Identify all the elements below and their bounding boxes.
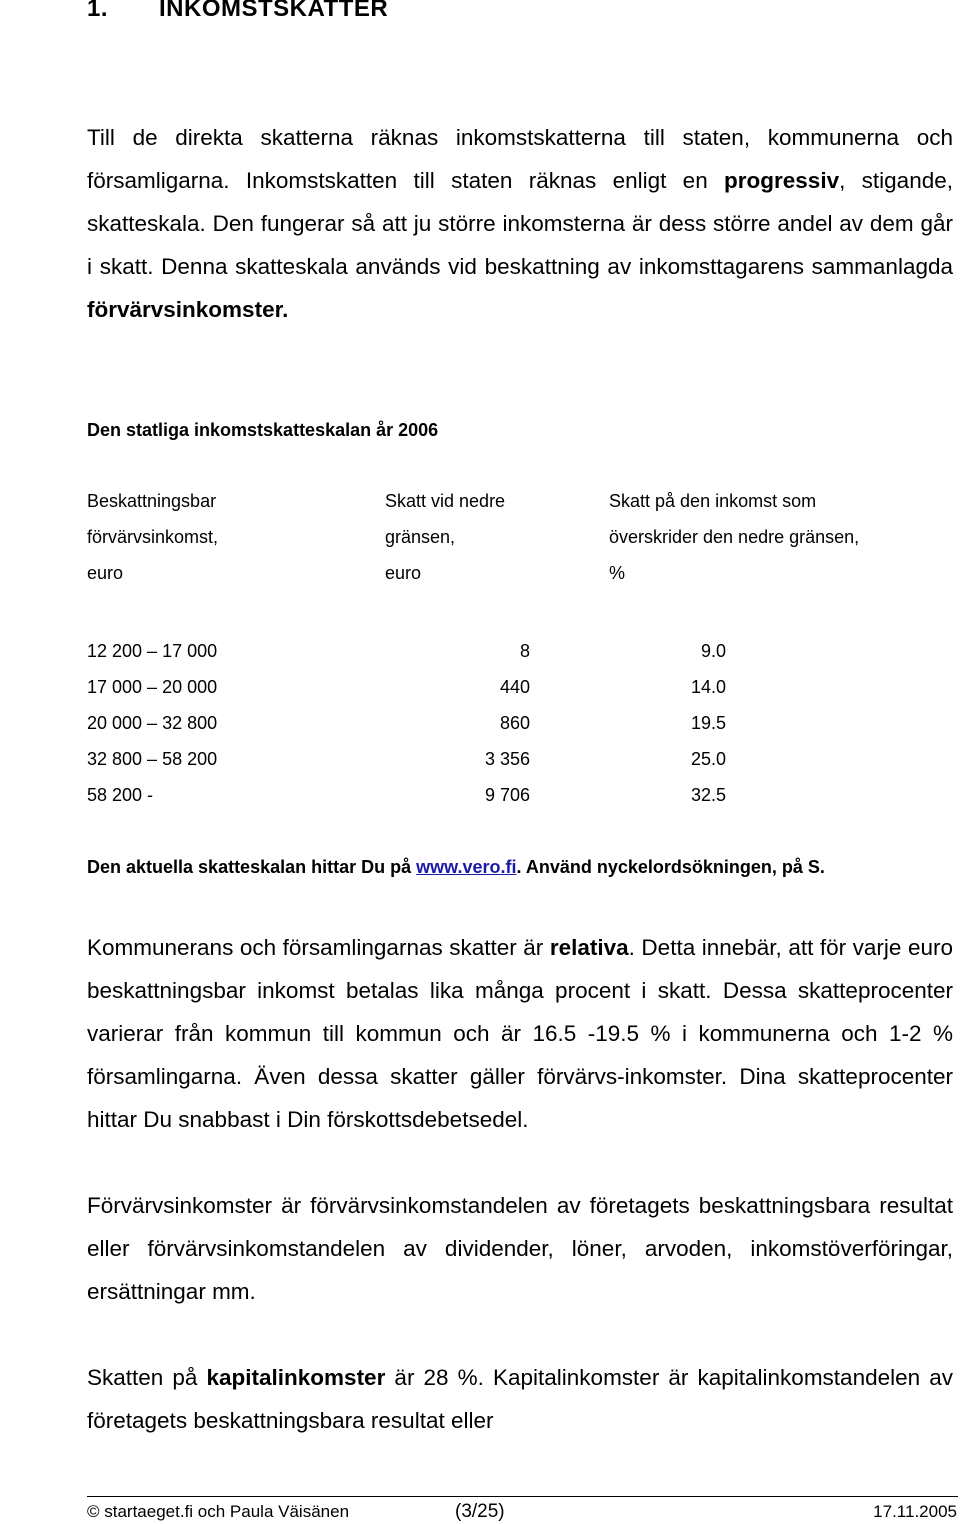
- footer-date: 17.11.2005: [873, 1502, 957, 1521]
- lower-tax: 9 706: [484, 785, 530, 805]
- note-text-2: . Använd nyckelordsökningen, på S.: [516, 857, 825, 877]
- income-range: 17 000 – 20 000: [87, 677, 218, 697]
- income-range: 20 000 – 32 800: [87, 713, 218, 733]
- capital-text-1: Skatten på: [87, 1365, 207, 1390]
- capital-bold-kapitalinkomster: kapitalinkomster: [206, 1365, 386, 1390]
- lower-tax: 8: [519, 641, 530, 661]
- header-line: överskrider den nedre gränsen,: [609, 527, 860, 547]
- lower-tax: 860: [499, 713, 530, 733]
- section-title: INKOMSTSKATTER: [159, 0, 389, 22]
- header-line: Skatt vid nedre: [385, 491, 506, 511]
- header-col-lower-tax: [385, 483, 505, 591]
- tax-percent: 25.0: [690, 749, 726, 769]
- table-row: [87, 705, 787, 741]
- tax-percent: 9.0: [700, 641, 726, 661]
- lower-tax: 3 356: [484, 749, 530, 769]
- table-title: Den statliga inkomstskatteskalan år 2006: [87, 420, 439, 440]
- section-number: 1.: [87, 0, 109, 22]
- income-range: 12 200 – 17 000: [87, 641, 218, 661]
- capital-income-paragraph: [87, 1356, 953, 1442]
- vero-note: [87, 853, 825, 881]
- table-row: [87, 777, 787, 813]
- note-text-1: Den aktuella skatteskalan hittar Du på: [87, 857, 417, 877]
- municipal-tax-paragraph: [87, 926, 953, 1141]
- tax-percent: 32.5: [690, 785, 726, 805]
- header-line: euro: [385, 563, 422, 583]
- lower-tax: 440: [499, 677, 530, 697]
- municipal-text-2: . Detta innebär, att för varje euro beskattningsbar inkomst betalas lika många procent i skatt. Dessa skatteprocenter varierar från kommun till kommun och är 16.5 -19.5 % i kommunerna och 1-2 % församlingarna. Även dessa skatter gäller förvärvs-inkomster. Dina skatteprocenter hittar Du snabbast i Din förskottsdebetsedel.: [87, 935, 953, 1132]
- header-line: gränsen,: [385, 527, 456, 547]
- footer-page-number: (3/25): [455, 1501, 505, 1522]
- capital-text-2: är 28 %. Kapitalinkomster är kapitalinkomstandelen av företagets beskattningsbara resultat eller: [87, 1365, 953, 1433]
- table-row: [87, 669, 787, 705]
- footer-divider: [87, 1496, 958, 1497]
- municipal-bold-relativa: relativa: [549, 935, 629, 960]
- intro-text-2: , stigande, skatteskala. Den fungerar så att ju större inkomsterna är dess större andel av dem går i skatt. Denna skatteskala används vid beskattning av inkomsttagarens sammanlagda: [87, 168, 953, 279]
- section-heading: [87, 0, 388, 24]
- vero-link[interactable]: www.vero.fi: [416, 857, 517, 877]
- header-line: euro: [87, 563, 124, 583]
- intro-bold-forvarvsinkomster: förvärvsinkomster.: [87, 297, 289, 322]
- income-range: 58 200 -: [87, 785, 154, 805]
- header-line: %: [609, 563, 626, 583]
- intro-text-1: Till de direkta skatterna räknas inkomstskatterna till staten, kommunerna och församligarna. Inkomstskatten till staten räknas enligt en: [87, 125, 953, 193]
- header-line: Beskattningsbar: [87, 491, 217, 511]
- tax-percent: 19.5: [690, 713, 726, 733]
- header-line: Skatt på den inkomst som: [609, 491, 817, 511]
- intro-bold-progressiv: progressiv: [724, 168, 840, 193]
- table-row: [87, 741, 787, 777]
- earned-income-paragraph: Förvärvsinkomster är förvärvsinkomstandelen av företagets beskattningsbara resultat eller förvärvsinkomstandelen av dividender, löner, arvoden, inkomstöverföringar, ersättningar mm.: [87, 1193, 953, 1304]
- header-line: förvärvsinkomst,: [87, 527, 219, 547]
- intro-paragraph: [87, 116, 953, 331]
- header-col-income: [87, 483, 218, 591]
- municipal-text-1: Kommunerans och församlingarnas skatter är: [87, 935, 550, 960]
- income-range: 32 800 – 58 200: [87, 749, 218, 769]
- tax-table: [87, 633, 787, 813]
- footer-copyright: © startaeget.fi och Paula Väisänen: [87, 1502, 350, 1521]
- table-row: [87, 633, 787, 669]
- tax-percent: 14.0: [690, 677, 726, 697]
- header-col-percent: [609, 483, 859, 591]
